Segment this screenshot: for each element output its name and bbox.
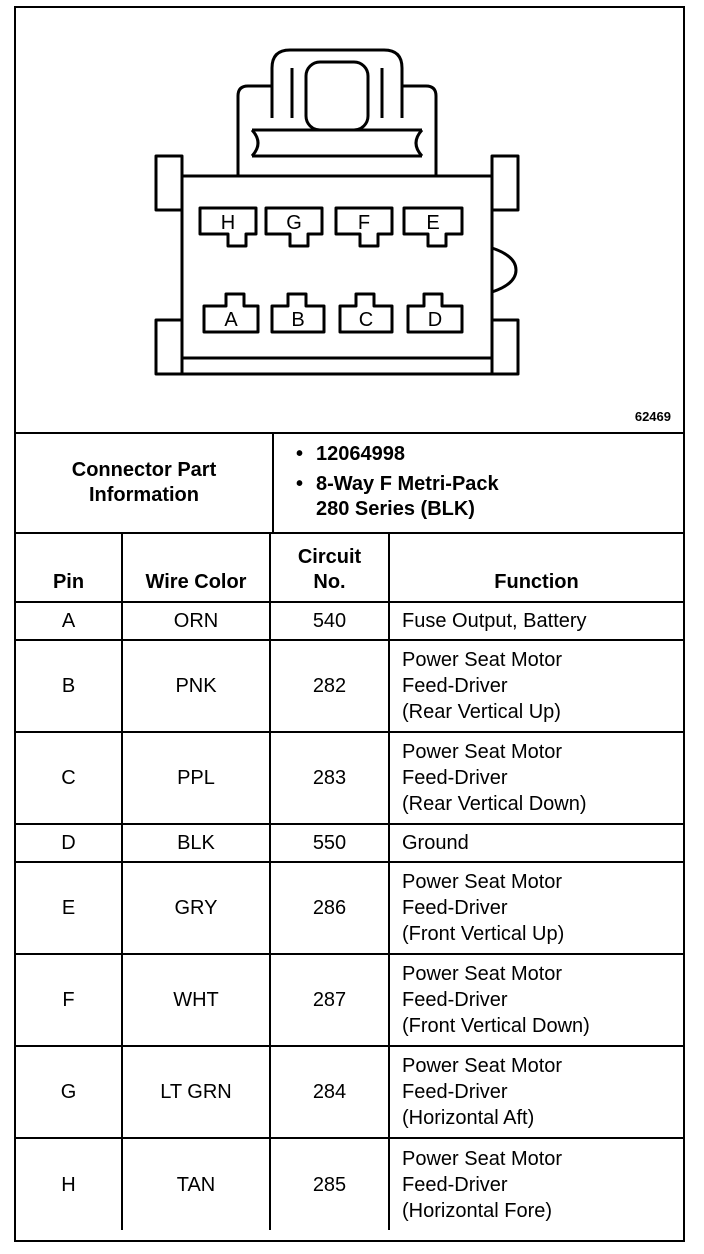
wire-color-cell: LT GRN — [122, 1046, 270, 1138]
wire-color-cell: TAN — [122, 1138, 270, 1230]
circuit-cell: 550 — [270, 824, 389, 862]
function-line: (Front Vertical Down) — [402, 1015, 590, 1037]
function-cell — [389, 1138, 683, 1230]
cavity-label-c: C — [358, 309, 374, 331]
function-cell — [389, 602, 683, 640]
function-line: (Horizontal Fore) — [402, 1199, 553, 1222]
table-row — [16, 862, 683, 954]
function-line: Feed-Driver — [402, 897, 508, 919]
pinout-table — [16, 534, 683, 1230]
table-row — [16, 1046, 683, 1138]
pin-cell: B — [16, 640, 122, 732]
function-line: Power Seat Motor — [402, 741, 563, 763]
pin-cell: G — [16, 1046, 122, 1138]
function-line: Power Seat Motor — [402, 963, 563, 985]
function-line: (Rear Vertical Down) — [402, 793, 587, 815]
cavity-label-g: G — [286, 212, 302, 234]
table-row — [16, 602, 683, 640]
wire-color-cell: PPL — [122, 732, 270, 824]
table-row — [16, 732, 683, 824]
connector-info — [16, 434, 683, 534]
function-line: (Rear Vertical Up) — [402, 701, 561, 723]
description-line: • 8-Way F Metri-Pack — [316, 473, 499, 495]
connector-drawing — [16, 8, 683, 432]
function-line: Feed-Driver — [402, 1173, 508, 1196]
function-line: Feed-Driver — [402, 989, 508, 1011]
part-number: • 12064998 — [316, 442, 683, 467]
header-pin: Pin — [16, 534, 122, 602]
figure-id: 62469 — [634, 409, 671, 424]
wire-color-cell: GRY — [122, 862, 270, 954]
table-body — [16, 602, 683, 1230]
connector-diagram — [16, 8, 683, 434]
function-line: Power Seat Motor — [402, 871, 563, 893]
cavity-label-b: B — [291, 309, 305, 331]
pin-cell: F — [16, 954, 122, 1046]
pin-cell: A — [16, 602, 122, 640]
function-line: (Front Vertical Up) — [402, 923, 565, 945]
function-line: Feed-Driver — [402, 675, 508, 697]
circuit-cell: 284 — [270, 1046, 389, 1138]
wire-color-cell: PNK — [122, 640, 270, 732]
function-line: Power Seat Motor — [402, 1147, 563, 1170]
function-cell — [389, 824, 683, 862]
pin-cell: D — [16, 824, 122, 862]
connector-info-heading — [16, 434, 274, 532]
function-line: Feed-Driver — [402, 767, 508, 789]
cavity-label-d: D — [427, 309, 443, 331]
header-circuit-line: Circuit — [297, 546, 362, 568]
function-line: Ground — [402, 832, 469, 854]
function-cell — [389, 732, 683, 824]
cavity-label-a: A — [224, 309, 238, 331]
function-cell — [389, 862, 683, 954]
table-row — [16, 640, 683, 732]
connector-info-details — [274, 434, 683, 532]
function-line: Power Seat Motor — [402, 1055, 563, 1077]
description-line: 280 Series (BLK) — [316, 498, 475, 520]
circuit-cell: 286 — [270, 862, 389, 954]
heading-line: Information — [89, 484, 199, 506]
wire-color-cell: ORN — [122, 602, 270, 640]
function-cell — [389, 640, 683, 732]
connector-sheet — [14, 6, 685, 1242]
pin-cell: C — [16, 732, 122, 824]
heading-line: Connector Part — [71, 459, 217, 481]
cavity-label-h: H — [220, 212, 236, 234]
header-circuit-line: No. — [313, 571, 346, 593]
wire-color-cell: WHT — [122, 954, 270, 1046]
circuit-cell: 282 — [270, 640, 389, 732]
function-cell — [389, 1046, 683, 1138]
table-header-row — [16, 534, 683, 602]
circuit-cell: 287 — [270, 954, 389, 1046]
table-row — [16, 1138, 683, 1230]
function-line: Feed-Driver — [402, 1081, 508, 1103]
circuit-cell: 283 — [270, 732, 389, 824]
connector-description — [316, 472, 683, 522]
circuit-cell: 285 — [270, 1138, 389, 1230]
table-row — [16, 824, 683, 862]
wire-color-cell: BLK — [122, 824, 270, 862]
function-cell — [389, 954, 683, 1046]
table-row — [16, 954, 683, 1046]
header-function: Function — [389, 534, 683, 602]
function-line: Power Seat Motor — [402, 649, 563, 671]
cavity-label-e: E — [426, 212, 440, 234]
function-line: (Horizontal Aft) — [402, 1107, 535, 1129]
pin-cell: E — [16, 862, 122, 954]
header-circuit — [270, 534, 389, 602]
header-wire-color: Wire Color — [122, 534, 270, 602]
circuit-cell: 540 — [270, 602, 389, 640]
function-line: Fuse Output, Battery — [402, 610, 587, 632]
pin-cell: H — [16, 1138, 122, 1230]
cavity-label-f: F — [357, 212, 371, 234]
